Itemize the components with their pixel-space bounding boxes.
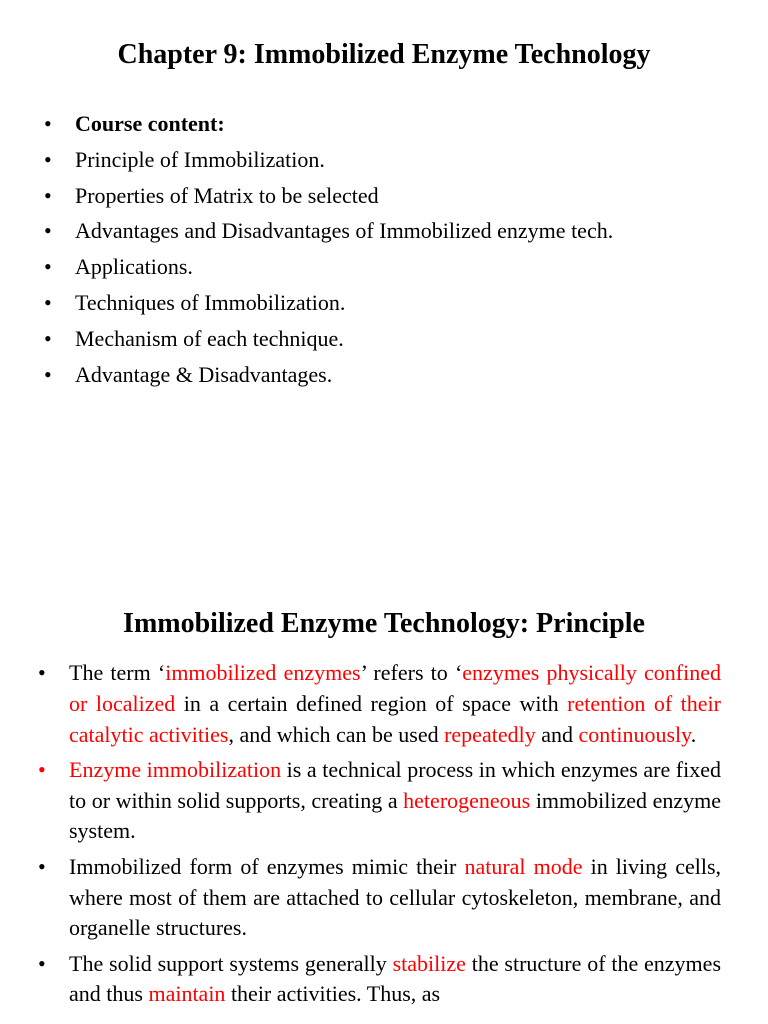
- bullet-icon: •: [44, 289, 52, 315]
- list-item: [44, 142, 744, 178]
- bullet-icon: •: [38, 660, 46, 685]
- bullet-icon: •: [44, 146, 52, 172]
- bullet-icon: •: [44, 361, 52, 387]
- text-run: the structure of the enzymes and thus: [69, 950, 722, 1007]
- bullet-icon: •: [38, 756, 46, 782]
- highlight-text: enzymes physically confined or localized: [69, 660, 722, 716]
- text-run: immobilized enzyme system.: [69, 787, 721, 844]
- bullet-icon: •: [38, 853, 46, 879]
- list-item-text: Advantages and Disadvantages of Immobilized enzyme tech.: [75, 218, 614, 244]
- list-item-text: Principle of Immobilization.: [75, 146, 325, 172]
- list-item-text: Properties of Matrix to be selected: [75, 182, 379, 208]
- text-run: The term ‘: [69, 660, 166, 685]
- course-content-list: [44, 106, 744, 392]
- highlight-text: continuously: [578, 721, 691, 747]
- list-item: [44, 321, 744, 357]
- bullet-icon: •: [44, 325, 52, 351]
- list-item-text: Advantage & Disadvantages.: [75, 361, 333, 387]
- list-item: [44, 357, 744, 393]
- highlight-text: Enzyme immobilization: [69, 756, 282, 782]
- list-item-text: Techniques of Immobilization.: [75, 289, 346, 315]
- highlight-text: maintain: [148, 981, 226, 1007]
- principle-list: [38, 658, 721, 1015]
- text-run: is a technical process in which enzymes are fixed to or within solid supports, creating a: [69, 756, 721, 813]
- list-item: [44, 213, 744, 249]
- list-item: [44, 249, 744, 285]
- text-run: in a certain defined region of space with: [175, 690, 568, 716]
- text-run: ’ refers to ‘: [360, 660, 463, 685]
- bullet-icon: •: [38, 950, 46, 976]
- highlight-text: heterogeneous: [403, 787, 531, 813]
- bullet-icon: •: [44, 218, 52, 244]
- text-run: their activities. Thus, as: [225, 981, 441, 1007]
- list-item: [44, 178, 744, 214]
- principle-paragraph-support: [38, 949, 721, 1011]
- bullet-icon: •: [44, 111, 52, 136]
- list-item-text: Applications.: [75, 254, 193, 280]
- principle-paragraph-definition: [38, 658, 721, 750]
- principle-title: Immobilized Enzyme Technology: Principle: [123, 608, 645, 639]
- list-item: [44, 285, 744, 321]
- bullet-icon: •: [44, 182, 52, 208]
- list-item-text: Mechanism of each technique.: [75, 325, 344, 351]
- highlight-text: natural mode: [464, 853, 583, 879]
- text-run: Immobilized form of enzymes mimic their: [69, 853, 465, 879]
- principle-paragraph-process: [38, 755, 721, 847]
- list-item: [44, 106, 744, 142]
- slide-principle: [0, 560, 768, 1024]
- text-run: .: [690, 721, 697, 747]
- text-run: and: [535, 721, 579, 747]
- bullet-icon: •: [44, 254, 52, 280]
- course-content-heading: Course content:: [75, 111, 225, 136]
- text-run: in living cells, where most of them are attached to cellular cytoskeleton, membrane, and organelle structures.: [69, 853, 722, 941]
- highlight-text: stabilize: [392, 950, 466, 976]
- chapter-title: Chapter 9: Immobilized Enzyme Technology: [117, 39, 651, 70]
- highlight-text: repeatedly: [444, 721, 536, 747]
- highlight-text: immobilized enzymes: [165, 660, 361, 685]
- highlight-text: retention of their catalytic activities: [69, 690, 721, 747]
- principle-paragraph-mimic: [38, 852, 721, 944]
- text-run: The solid support systems generally: [69, 950, 393, 976]
- text-run: , and which can be used: [228, 721, 445, 747]
